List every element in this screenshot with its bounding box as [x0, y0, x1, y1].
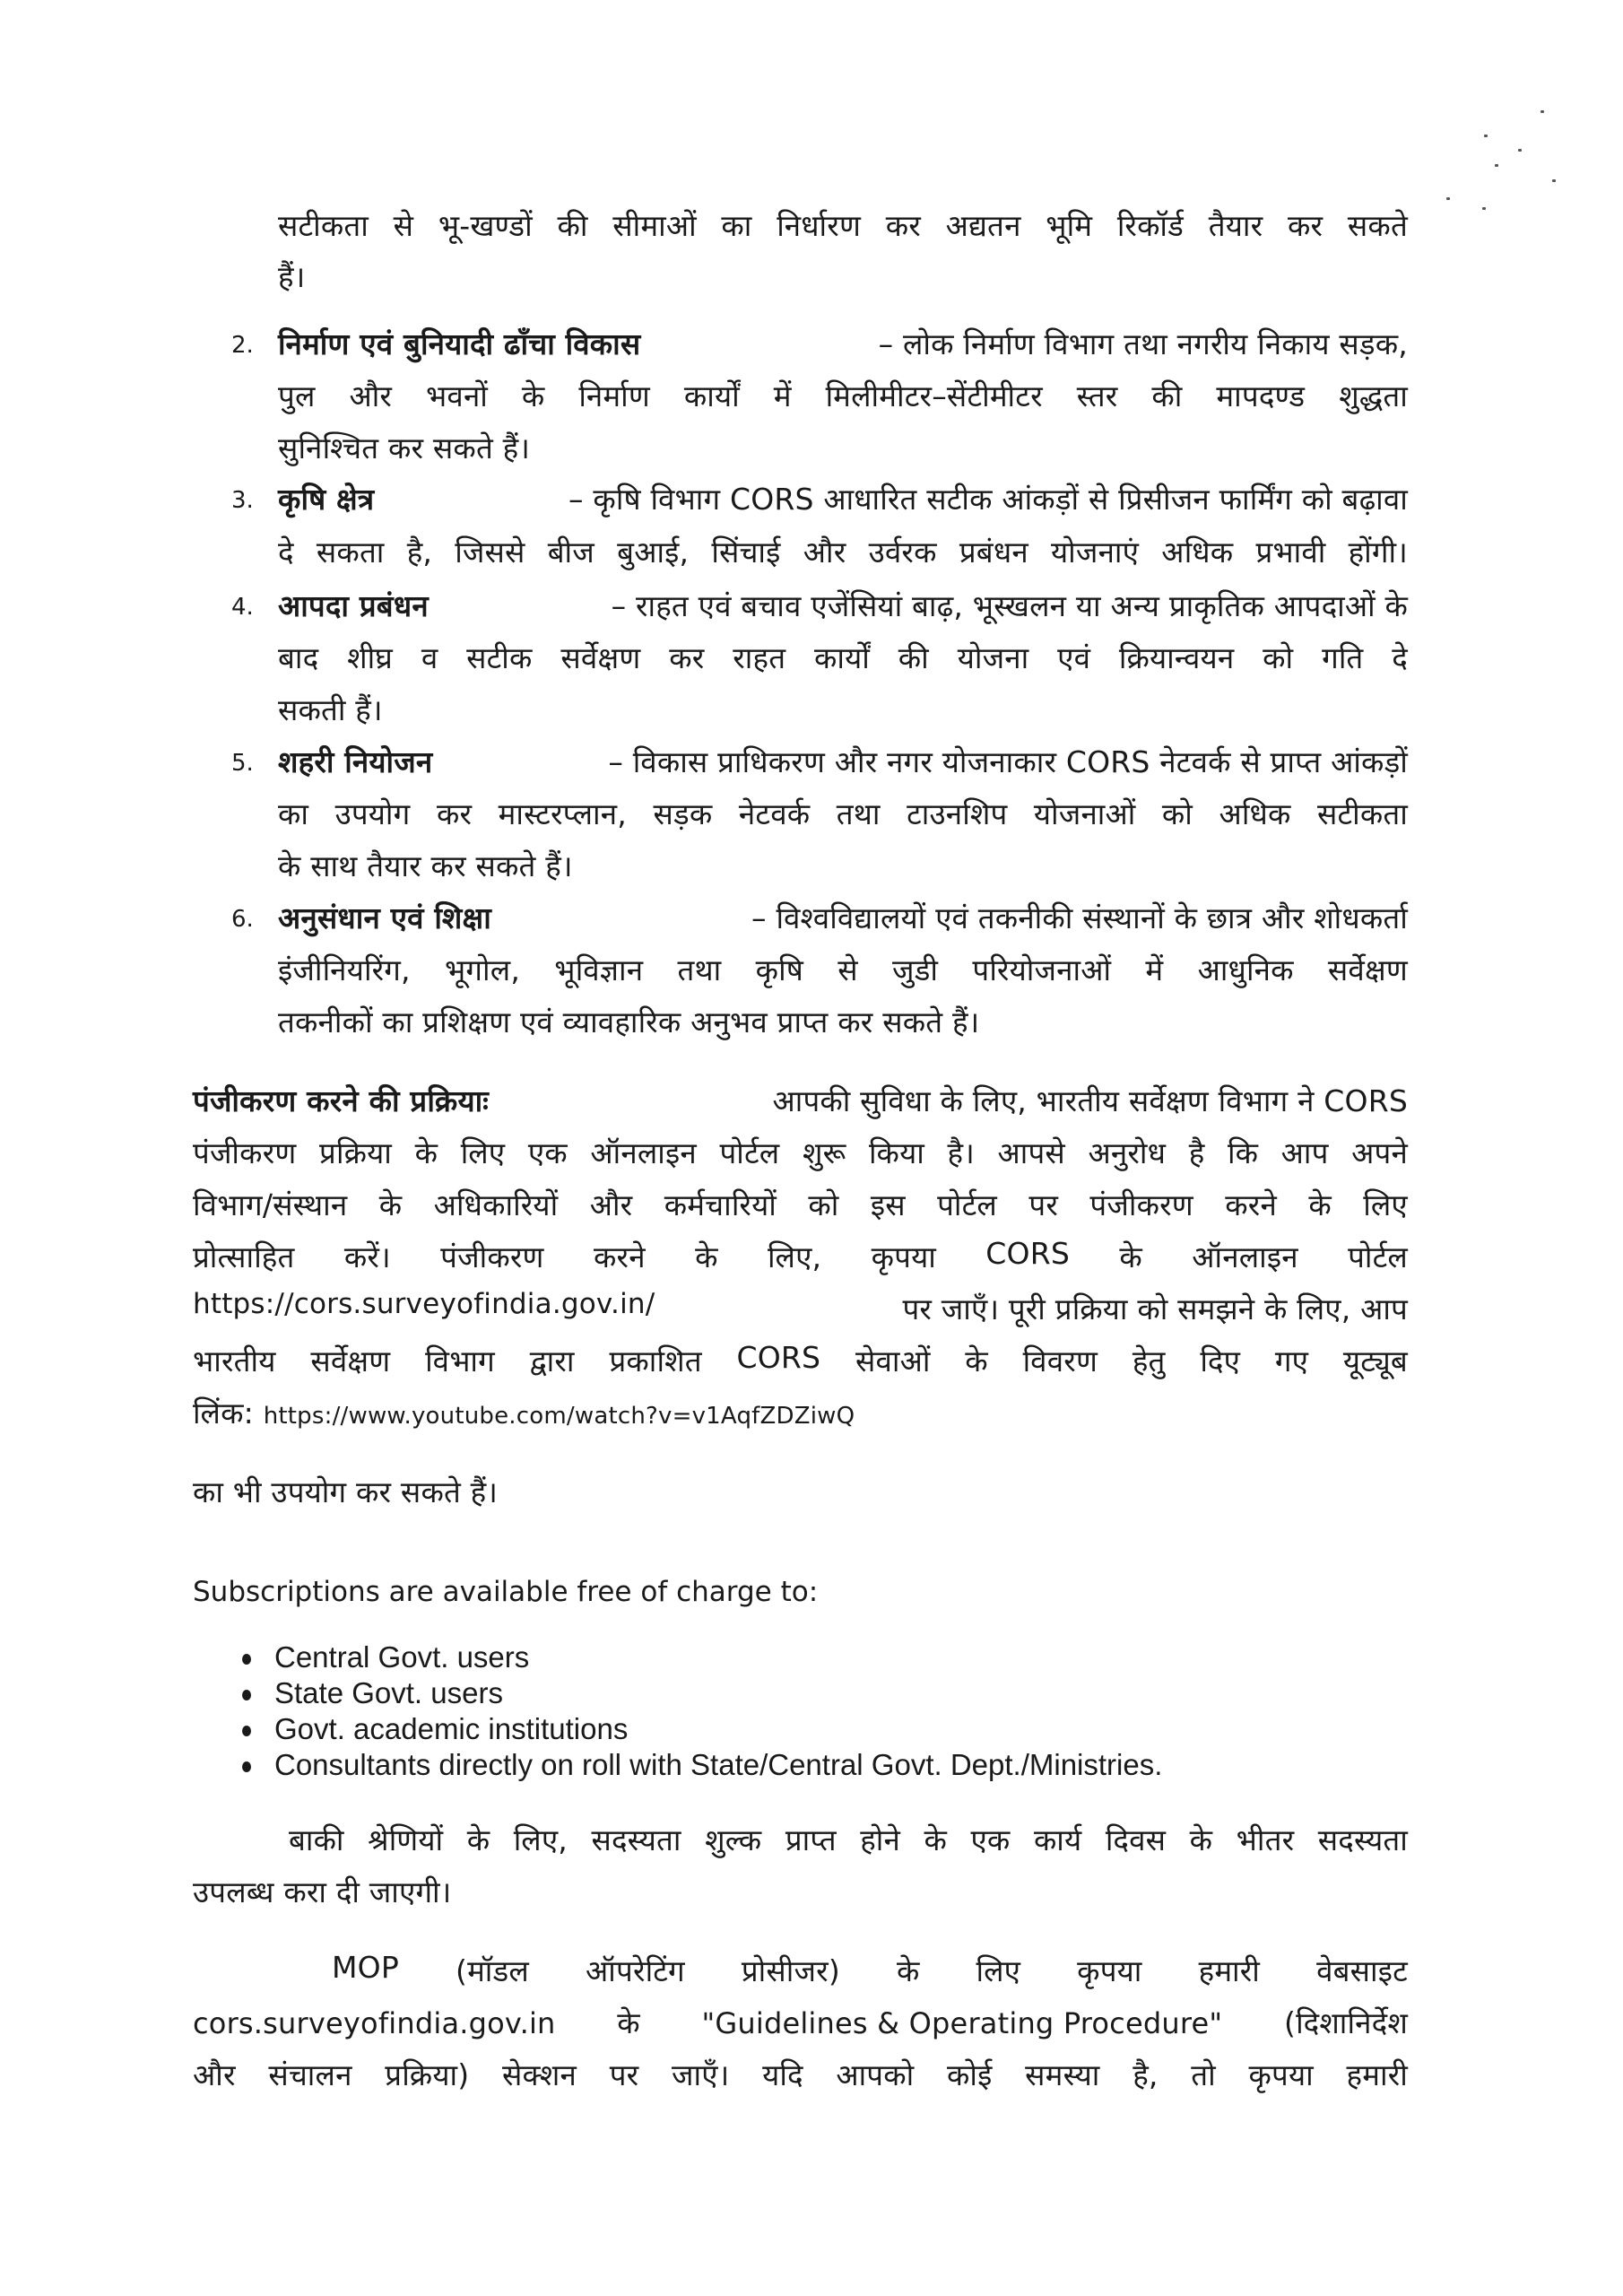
scan-speck — [1482, 207, 1486, 210]
word: के — [924, 1822, 948, 1857]
scan-speck — [1446, 197, 1450, 200]
word: भूमि — [1046, 208, 1093, 243]
word: (मॉडल — [456, 1953, 529, 1988]
list-item-text — [278, 637, 1408, 677]
website-link[interactable]: cors.surveyofindia.gov.in — [193, 2006, 556, 2040]
word: का — [278, 796, 309, 831]
word: प्रक्रिया — [319, 1135, 393, 1170]
word: उर्वरक — [868, 535, 937, 570]
word: जिससे — [455, 535, 525, 570]
subscriptions-heading: Subscriptions are available free of charge to: — [193, 1576, 819, 1608]
word: प्रक्रिया) — [385, 2057, 470, 2092]
list-item: State Govt. users — [242, 1675, 1162, 1711]
word: के — [521, 378, 545, 413]
word: कृपया — [1077, 1953, 1142, 1988]
word: बाकी — [289, 1822, 344, 1857]
word: अनुरोध — [1088, 1135, 1167, 1170]
scan-speck — [1552, 179, 1556, 182]
list-item-text — [278, 531, 1408, 571]
word: तथा — [677, 952, 722, 987]
word: होंगी। — [1348, 535, 1408, 570]
word: गति — [1322, 640, 1364, 675]
word: के — [1119, 1239, 1142, 1274]
word: होने — [860, 1822, 900, 1857]
word: लिए — [1363, 1187, 1408, 1222]
registration-text — [193, 1340, 1408, 1380]
word: विभाग/संस्थान — [193, 1187, 348, 1222]
word: सड़क — [653, 796, 713, 831]
word: कि — [1228, 1135, 1259, 1170]
word: एवं — [1057, 640, 1091, 675]
word: सेक्शन — [501, 2057, 577, 2092]
word: शुरू — [802, 1135, 846, 1170]
word: किया — [868, 1135, 924, 1170]
word: और — [193, 2057, 236, 2092]
word: तो — [1191, 2057, 1216, 2092]
word: के — [896, 1953, 920, 1988]
word: स्तर — [1076, 378, 1118, 413]
word: पोर्टल — [937, 1187, 998, 1222]
registration-closing: का भी उपयोग कर सकते हैं। — [193, 1474, 499, 1509]
word: को — [1161, 796, 1193, 831]
registration-heading: पंजीकरण करने की प्रक्रियाः — [193, 1083, 490, 1118]
list-item-text: – कृषि विभाग CORS आधारित सटीक आंकड़ों से प्रिसीजन फार्मिंग को बढ़ावा — [559, 482, 1408, 517]
word: CORS — [736, 1340, 821, 1375]
word: की — [898, 640, 929, 675]
word: प्रभावी — [1255, 535, 1326, 570]
word: कृषि — [755, 952, 803, 987]
word: कर — [436, 796, 473, 831]
word: हमारी — [1346, 2057, 1408, 2092]
word: बीज — [547, 535, 595, 570]
word: है — [1188, 1135, 1205, 1170]
word: कार्य — [1033, 1822, 1082, 1857]
word: से — [393, 208, 414, 243]
word: कार्यों — [683, 378, 740, 413]
word: अद्यतन — [945, 208, 1021, 243]
word: दिवस — [1105, 1822, 1167, 1857]
word: सटीक — [466, 640, 533, 675]
list-item: Consultants directly on roll with State/Central Govt. Dept./Ministries. — [242, 1747, 1162, 1783]
word: कोई — [947, 2057, 993, 2092]
word: की — [1151, 378, 1183, 413]
word: पर — [1028, 1187, 1059, 1222]
word: है। — [947, 1135, 975, 1170]
scan-speck — [1484, 135, 1488, 137]
word: प्रोसीजर) — [741, 1953, 840, 1988]
scan-speck — [1541, 110, 1544, 113]
word: सर्वेक्षण — [560, 640, 641, 675]
list-item-title: अनुसंधान एवं शिक्षा — [278, 900, 491, 935]
word: जाएँ। — [672, 2057, 730, 2092]
word: मास्टरप्लान, — [498, 796, 627, 831]
list-number: 5. — [231, 750, 254, 777]
other-categories-line-2: उपलब्ध करा दी जाएगी। — [193, 1874, 452, 1909]
word: हमारी — [1198, 1953, 1261, 1988]
word: सदस्यता — [591, 1822, 681, 1857]
word: से — [838, 952, 858, 987]
list-item-text — [278, 949, 1408, 989]
word: MOP — [332, 1950, 399, 1985]
word: पर — [609, 2057, 639, 2092]
word: पुल — [278, 378, 316, 413]
list-item-title: कृषि क्षेत्र — [278, 482, 375, 517]
word: पोर्टल — [719, 1135, 780, 1170]
word: करने — [1225, 1187, 1277, 1222]
word: कर — [1287, 208, 1324, 243]
word: के — [695, 1239, 718, 1274]
continuation-line-1 — [278, 204, 1408, 245]
word: प्रोत्साहित — [193, 1239, 295, 1274]
list-number: 6. — [231, 906, 254, 933]
word: जुडी — [892, 952, 939, 987]
word: है, — [1133, 2057, 1159, 2092]
word: संचालन — [268, 2057, 352, 2092]
word: शुल्क — [705, 1822, 762, 1857]
portal-url-link[interactable]: https://cors.surveyofindia.gov.in/ — [193, 1288, 655, 1320]
word: वेबसाइट — [1316, 1953, 1408, 1988]
subscriptions-list — [242, 1639, 1162, 1783]
word: प्रबंधन — [959, 535, 1028, 570]
mop-line-1 — [332, 1950, 1408, 1990]
word: एक — [970, 1822, 1011, 1857]
word: यदि — [762, 2057, 803, 2092]
list-number: 4. — [231, 594, 254, 621]
word: कृपया — [871, 1239, 936, 1274]
registration-text: आपकी सुविधा के लिए, भारतीय सर्वेक्षण विभाग ने CORS — [762, 1083, 1408, 1118]
word: के — [1189, 1822, 1213, 1857]
word: परियोजनाओं — [972, 952, 1112, 987]
word: हेतु — [1132, 1344, 1166, 1378]
word: मापदण्ड — [1216, 378, 1306, 413]
word: बुआई, — [617, 535, 690, 570]
word: सेवाओं — [855, 1344, 931, 1378]
word: इस — [870, 1187, 906, 1222]
word: पंजीकरण — [440, 1239, 544, 1274]
list-item-text: तकनीकों का प्रशिक्षण एवं व्यावहारिक अनुभव प्राप्त कर सकते हैं। — [278, 1004, 980, 1039]
list-item-text: सकती हैं। — [278, 692, 383, 727]
word: समस्या — [1025, 2057, 1100, 2092]
word: कर — [669, 640, 705, 675]
word: और — [803, 535, 846, 570]
word: के — [466, 1822, 490, 1857]
word: इंजीनियरिंग, — [278, 952, 411, 987]
word: विभाग — [425, 1344, 495, 1378]
word: को — [1263, 640, 1294, 675]
word: की — [557, 208, 588, 243]
word: अधिक — [1161, 535, 1234, 570]
word: क्रियान्वयन — [1118, 640, 1235, 675]
word: आप — [1280, 1135, 1329, 1170]
list-item-title: आपदा प्रबंधन — [278, 588, 429, 623]
list-item-text — [278, 793, 1408, 833]
word: दिए — [1200, 1344, 1241, 1378]
scan-speck — [1518, 149, 1522, 152]
word: योजना — [957, 640, 1029, 675]
word: लिए, — [513, 1822, 568, 1857]
word: सीमाओं — [612, 208, 697, 243]
word: श्रेणियों — [368, 1822, 444, 1857]
list-item-text: के साथ तैयार कर सकते हैं। — [278, 848, 573, 883]
word: शुद्धता — [1339, 378, 1408, 413]
other-categories-line-1 — [289, 1819, 1408, 1859]
word: कार्यों — [814, 640, 870, 675]
word: ऑनलाइन — [590, 1135, 697, 1170]
word: विवरण — [1022, 1344, 1098, 1378]
word: प्रकाशित — [609, 1344, 702, 1378]
word: आधुनिक — [1197, 952, 1294, 987]
word: आपको — [836, 2057, 915, 2092]
word: राहत — [733, 640, 786, 675]
word: सटीकता — [1316, 796, 1408, 831]
word: सर्वेक्षण — [1327, 952, 1408, 987]
word: टाउनशिप — [907, 796, 1008, 831]
word: भारतीय — [193, 1344, 276, 1378]
word: नेटवर्क — [738, 796, 811, 831]
list-item-text: – राहत एवं बचाव एजेंसियां बाढ़, भूस्खलन या अन्य प्राकृतिक आपदाओं के — [601, 588, 1408, 623]
word: पोर्टल — [1348, 1239, 1408, 1274]
word: गए — [1274, 1344, 1309, 1378]
youtube-link-label: लिंक: — [193, 1396, 254, 1431]
word: आपसे — [997, 1135, 1065, 1170]
list-item-title: निर्माण एवं बुनियादी ढाँचा विकास — [278, 326, 641, 361]
word: के — [378, 1187, 403, 1222]
list-item-text — [278, 375, 1408, 415]
word: के — [965, 1344, 988, 1378]
word: तैयार — [1208, 208, 1263, 243]
word: के — [1308, 1187, 1332, 1222]
word: लिए — [460, 1135, 506, 1170]
word: लिए — [976, 1953, 1021, 1988]
scan-speck — [1495, 164, 1498, 167]
word: सकता — [316, 535, 385, 570]
word: बाद — [278, 640, 319, 675]
word: प्राप्त — [785, 1822, 837, 1857]
registration-text: पर जाएँ। पूरी प्रक्रिया को समझने के लिए, आप — [902, 1292, 1408, 1326]
word: एक — [527, 1135, 568, 1170]
word: लिए, — [767, 1239, 822, 1274]
list-number: 3. — [231, 487, 254, 514]
word: के — [414, 1135, 438, 1170]
word: CORS — [985, 1236, 1070, 1271]
word: में — [1145, 952, 1164, 987]
word: तथा — [836, 796, 881, 831]
word: द्वारा — [529, 1344, 575, 1378]
list-item-text: – लोक निर्माण विभाग तथा नगरीय निकाय सड़क, — [868, 326, 1408, 361]
registration-text — [193, 1184, 1408, 1224]
word: मिलीमीटर–सेंटीमीटर — [825, 378, 1043, 413]
word: को — [808, 1187, 839, 1222]
word: है, — [406, 535, 433, 570]
word: ऑपरेटिंग — [586, 1953, 685, 1988]
word: दे — [1392, 640, 1408, 675]
word: पंजीकरण — [193, 1135, 297, 1170]
word: भवनों — [426, 378, 489, 413]
mop-text: के — [617, 2005, 640, 2040]
guidelines-section-name: "Guidelines & Operating Procedure" — [701, 2006, 1223, 2040]
word: भू-खण्डों — [438, 208, 533, 243]
word: भूविज्ञान — [554, 952, 644, 987]
word: सकते — [1347, 208, 1408, 243]
list-item: Central Govt. users — [242, 1639, 1162, 1675]
word: भूगोल, — [445, 952, 521, 987]
youtube-url-link[interactable]: https://www.youtube.com/watch?v=v1AqfZDZiwQ — [263, 1403, 855, 1430]
word: रिकॉर्ड — [1116, 208, 1185, 243]
word: करने — [593, 1239, 646, 1274]
word: कर्मचारियों — [664, 1187, 777, 1222]
registration-text — [193, 1236, 1408, 1276]
word: अधिक — [1219, 796, 1291, 831]
continuation-line-2: हैं। — [278, 259, 306, 294]
list-item-text: – विश्वविद्यालयों एवं तकनीकी संस्थानों के छात्र और शोधकर्ता — [742, 900, 1408, 935]
word: अधिकारियों — [433, 1187, 559, 1222]
word: निर्धारण — [777, 208, 862, 243]
list-item-title: शहरी नियोजन — [278, 744, 433, 779]
word: योजनाओं — [1033, 796, 1136, 831]
word: कर — [885, 208, 921, 243]
word: ऑनलाइन — [1192, 1239, 1298, 1274]
word: और — [589, 1187, 633, 1222]
word: भीतर — [1236, 1822, 1295, 1857]
registration-text — [193, 1132, 1408, 1172]
word: सदस्यता — [1317, 1822, 1408, 1857]
word: सर्वेक्षण — [310, 1344, 391, 1378]
word: सिंचाई — [711, 535, 781, 570]
word: करें। — [343, 1239, 391, 1274]
list-item-text: सुनिश्चित कर सकते हैं। — [278, 430, 531, 465]
list-item-text: – विकास प्राधिकरण और नगर योजनाकार CORS नेटवर्क से प्राप्त आंकड़ों — [598, 744, 1408, 779]
word: यूट्यूब — [1342, 1344, 1408, 1378]
word: निर्माण — [578, 378, 650, 413]
word: योजनाएं — [1051, 535, 1140, 570]
word: शीघ्र — [347, 640, 394, 675]
word: और — [349, 378, 393, 413]
list-item: Govt. academic institutions — [242, 1711, 1162, 1747]
word: अपने — [1351, 1135, 1408, 1170]
word: दे — [278, 535, 294, 570]
word: उपयोग — [334, 796, 411, 831]
mop-line-3 — [193, 2054, 1408, 2094]
mop-text: (दिशानिर्देश — [1284, 2005, 1408, 2040]
word: पंजीकरण — [1089, 1187, 1193, 1222]
word: कृपया — [1248, 2057, 1314, 2092]
list-number: 2. — [231, 332, 254, 359]
word: का — [721, 208, 752, 243]
word: व — [421, 640, 438, 675]
word: में — [773, 378, 792, 413]
word: सटीकता — [278, 208, 369, 243]
